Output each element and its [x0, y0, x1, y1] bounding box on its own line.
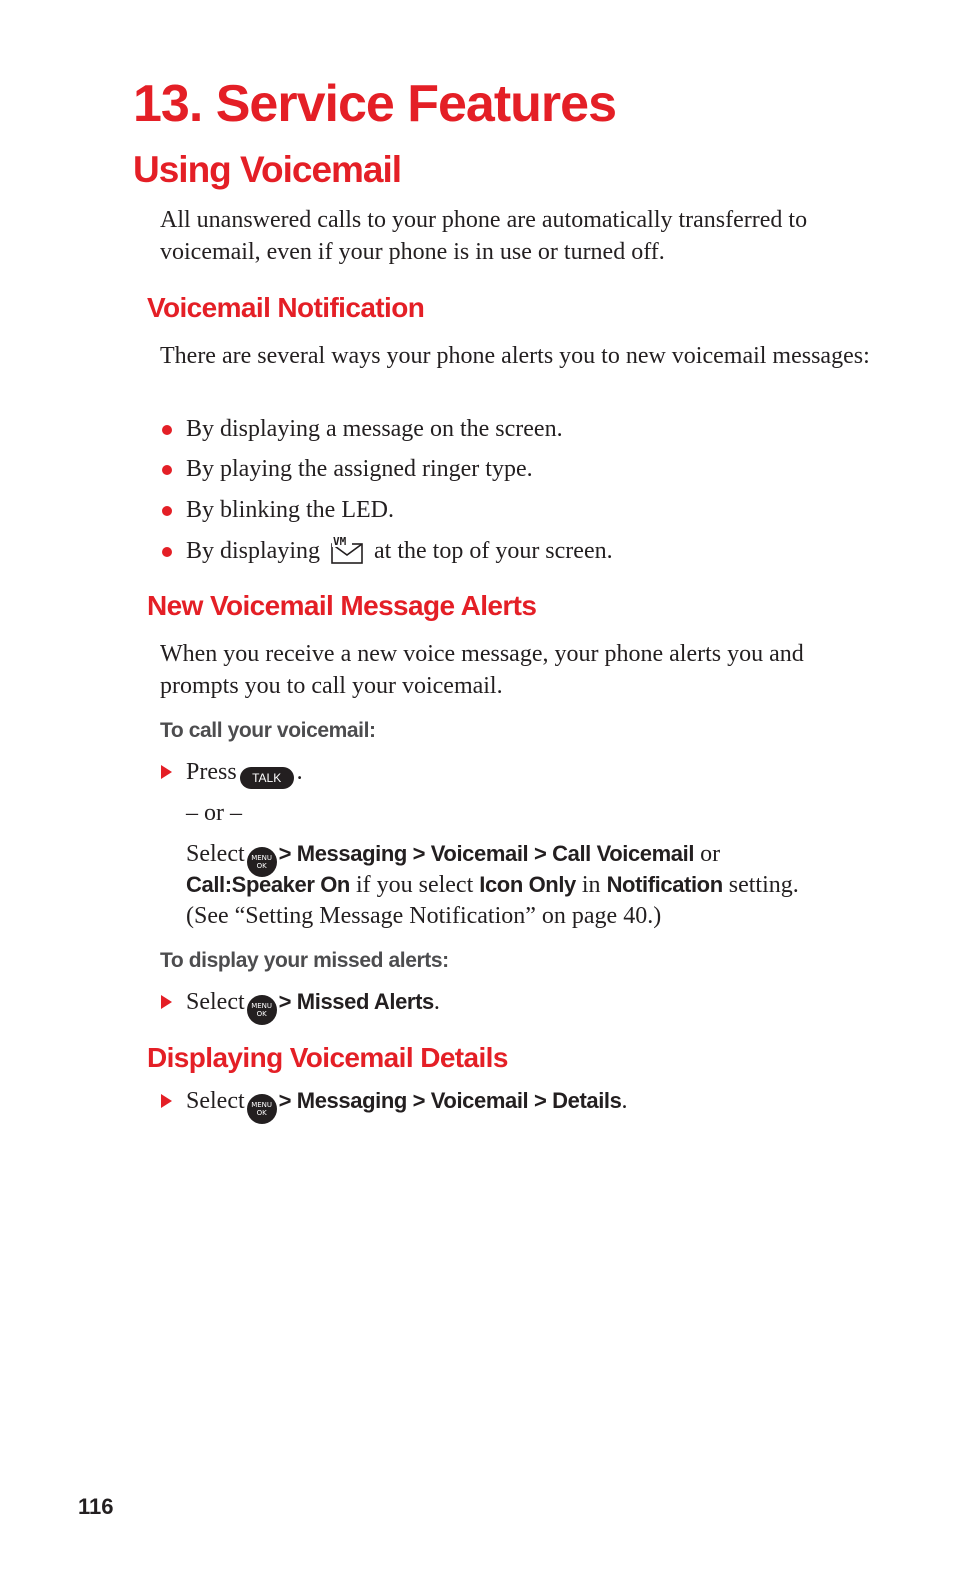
or-text: or: [700, 841, 721, 867]
list-item-text: By playing the assigned ringer type.: [186, 456, 533, 482]
or-separator: – or –: [186, 800, 242, 826]
menu-ok-key-icon: MENU OK: [247, 847, 277, 877]
call-voicemail-label: To call your voicemail:: [160, 719, 376, 742]
menu-ok-key-icon: MENU OK: [247, 995, 277, 1025]
menu-path: > Missed Alerts: [278, 989, 434, 1014]
bullet4-after: at the top of your screen.: [374, 538, 613, 564]
talk-key-icon: TALK: [240, 767, 294, 789]
page-number: 116: [78, 1494, 114, 1519]
svg-text:VM: VM: [333, 535, 347, 548]
bullet-dot-icon: [162, 547, 172, 557]
menu-path: > Messaging > Voicemail > Call Voicemail: [278, 841, 695, 866]
missed-alerts-label: To display your missed alerts:: [160, 949, 449, 972]
bullet-dot-icon: [162, 425, 172, 435]
arrow-right-icon: [161, 765, 172, 779]
bullet4-before: By displaying: [186, 538, 321, 564]
displaying-details-heading: Displaying Voicemail Details: [147, 1042, 508, 1073]
menu-path: > Messaging > Voicemail > Details: [278, 1088, 622, 1113]
menu-ok-key-icon: MENU OK: [247, 1094, 277, 1124]
arrow-right-icon: [161, 995, 172, 1009]
alerts-paragraph: When you receive a new voice message, your phone alerts you and prompts you to call your voicemail.: [160, 641, 804, 699]
speaker-option-line: Call:Speaker On if you select Icon Only in Notification setting.: [186, 872, 799, 898]
period-text: .: [296, 759, 303, 785]
bullet-dot-icon: [162, 506, 172, 516]
press-text: Press: [186, 759, 237, 785]
arrow-right-icon: [161, 1094, 172, 1108]
see-reference: (See “Setting Message Notification” on page 40.): [186, 903, 662, 929]
bullet-dot-icon: [162, 465, 172, 475]
list-item-text: By displaying a message on the screen.: [186, 416, 563, 442]
section-title: Using Voicemail: [133, 149, 402, 190]
voicemail-icon: [330, 535, 364, 574]
intro-paragraph: All unanswered calls to your phone are automatically transferred to voicemail, even if your phone is in use or turned off.: [160, 207, 808, 265]
select-text: Select: [186, 1088, 245, 1114]
new-voicemail-alerts-heading: New Voicemail Message Alerts: [147, 590, 537, 621]
call-speaker-on: Call:Speaker On: [186, 872, 350, 897]
list-item-text: By blinking the LED.: [186, 497, 394, 523]
notification-word: Notification: [606, 872, 723, 897]
icon-only: Icon Only: [479, 872, 576, 897]
notification-paragraph: There are several ways your phone alerts you to new voicemail messages:: [160, 343, 870, 369]
chapter-title: 13. Service Features: [133, 75, 616, 133]
voicemail-notification-heading: Voicemail Notification: [147, 292, 425, 323]
select-text: Select: [186, 989, 245, 1015]
list-item-text: [186, 535, 613, 574]
select-text: Select: [186, 841, 245, 867]
